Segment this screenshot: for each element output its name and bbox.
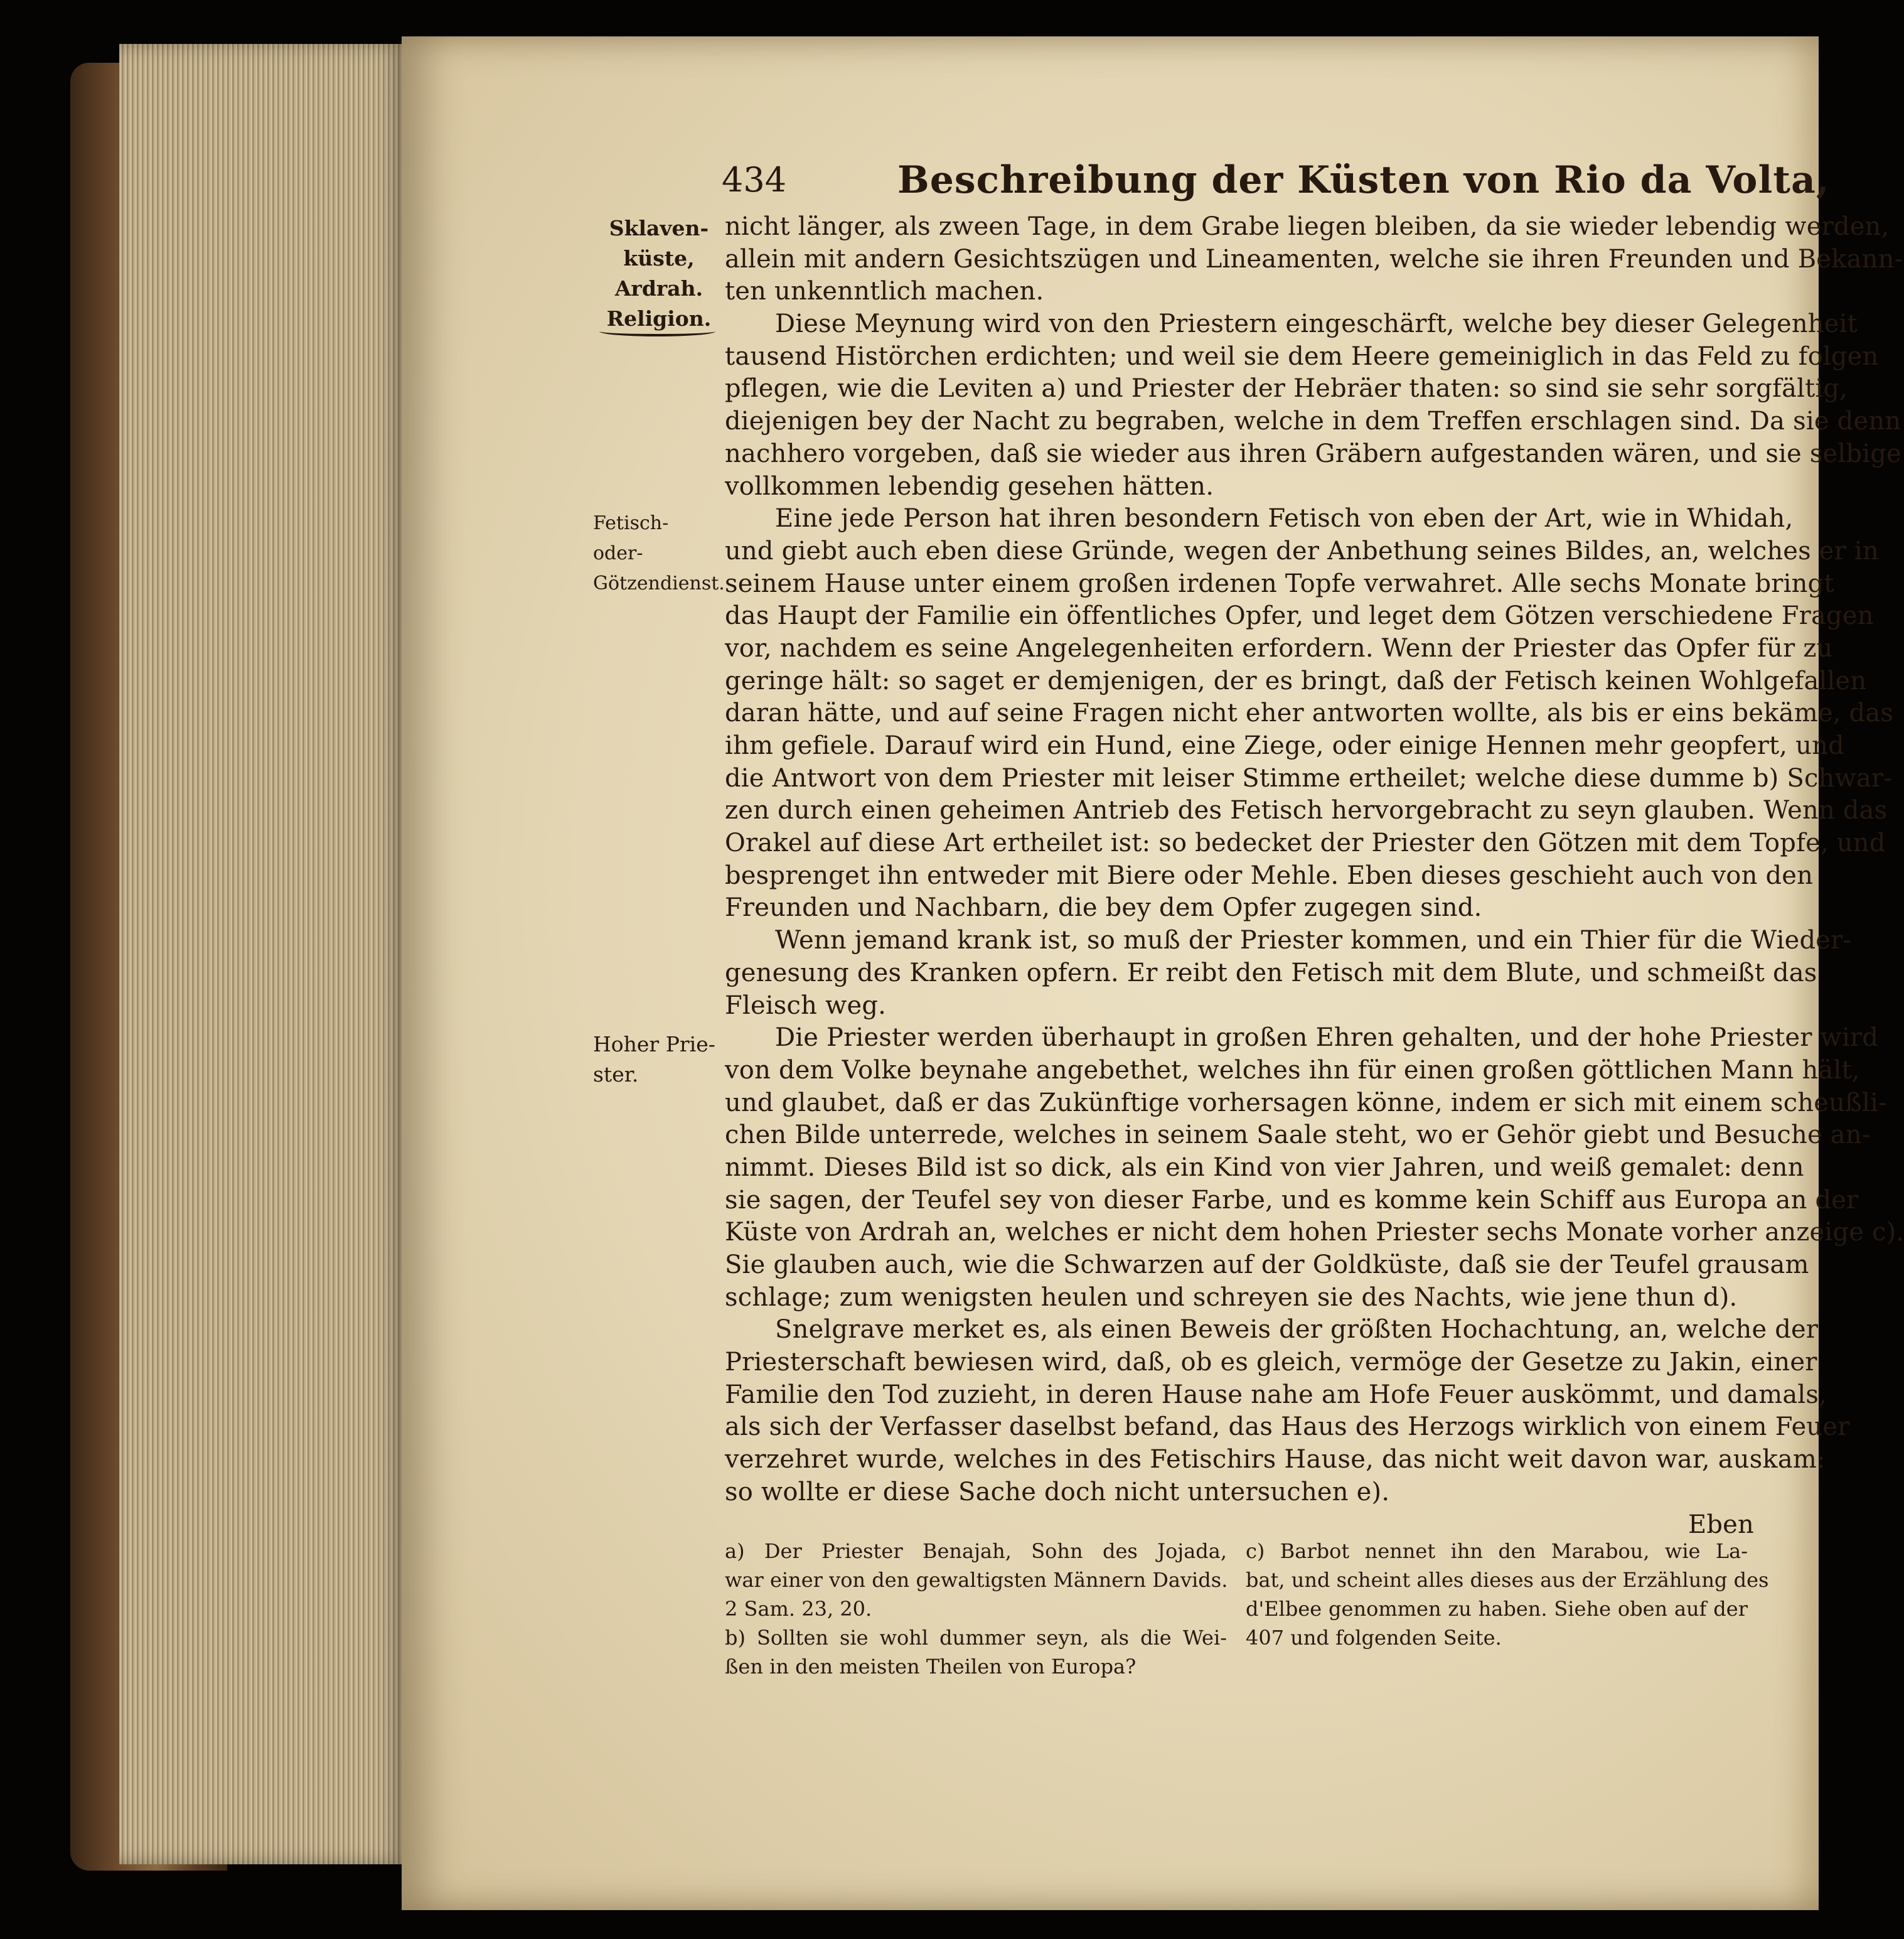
footnote-line: c) Barbot nennet ihn den Marabou, wie La- bbox=[1246, 1539, 1748, 1563]
body-line: vollkommen lebendig gesehen hätten. bbox=[725, 471, 1214, 501]
body-line: pflegen, wie die Leviten a) und Priester der Hebräer thaten: so sind sie sehr sorgfältig, bbox=[725, 374, 1848, 404]
footnote-line: d'Elbee genommen zu haben. Siehe oben auf der bbox=[1246, 1597, 1748, 1621]
body-line: das Haupt der Familie ein öffentliches Opfer, und leget dem Götzen verschiedene Fragen bbox=[725, 601, 1874, 631]
margin-note-bracket bbox=[599, 326, 715, 336]
margin-note-fetish bbox=[593, 508, 725, 599]
footnote-line: 2 Sam. 23, 20. bbox=[725, 1597, 872, 1621]
body-line: Snelgrave merket es, als einen Beweis der größten Hochachtung, an, welche der bbox=[775, 1315, 1819, 1345]
body-line: daran hätte, und auf seine Fragen nicht eher antworten wollte, als bis er eins bekäme, das bbox=[725, 699, 1894, 728]
margin-note-line: Fetisch- oder- bbox=[593, 512, 669, 564]
body-line: besprenget ihn entweder mit Biere oder Mehle. Eben dieses geschieht auch von den bbox=[725, 861, 1814, 890]
body-line: Küste von Ardrah an, welches er nicht dem hohen Priester sechs Monate vorher anzeige c). bbox=[725, 1218, 1904, 1247]
body-line: seinem Hause unter einem großen irdenen Topfe verwahret. Alle sechs Monate bringt bbox=[725, 569, 1834, 598]
body-line: zen durch einen geheimen Antrieb des Fetisch hervorgebracht zu seyn glauben. Wenn das bbox=[725, 796, 1888, 825]
body-line: Eine jede Person hat ihren besondern Fetisch von eben der Art, wie in Whidah, bbox=[775, 504, 1794, 534]
body-line: und glaubet, daß er das Zukünftige vorhersagen könne, indem er sich mit einem scheußli- bbox=[725, 1088, 1887, 1117]
catchword: Eben bbox=[1687, 1510, 1754, 1539]
body-line: geringe hält: so saget er demjenigen, der es bringt, daß der Fetisch keinen Wohlgefallen bbox=[725, 666, 1867, 696]
body-line: tausend Histörchen erdichten; und weil sie dem Heere gemeiniglich in das Feld zu folgen bbox=[725, 341, 1879, 371]
margin-note-region bbox=[596, 213, 722, 334]
body-text bbox=[725, 211, 1904, 1541]
body-line: Freunden und Nachbarn, die bey dem Opfer zugegen sind. bbox=[725, 893, 1482, 923]
margin-note-line: Religion. bbox=[606, 306, 712, 331]
body-line: nimmt. Dieses Bild ist so dick, als ein Kind von vier Jahren, und weiß gemalet: denn bbox=[725, 1152, 1804, 1182]
body-line: und giebt auch eben diese Gründe, wegen der Anbethung seines Bildes, an, welches er in bbox=[725, 536, 1879, 566]
body-line: nicht länger, als zween Tage, in dem Grabe liegen bleiben, da sie wieder lebendig werden, bbox=[725, 212, 1890, 241]
page-number: 434 bbox=[722, 160, 787, 200]
running-title: Beschreibung der Küsten von Rio da Volta, bbox=[897, 158, 1830, 202]
body-line: von dem Volke beynahe angebethet, welches ihn für einen großen göttlichen Mann hält, bbox=[725, 1055, 1860, 1085]
body-line: Orakel auf diese Art ertheilet ist: so bedecket der Priester den Götzen mit dem Topfe, und bbox=[725, 829, 1886, 858]
body-line: schlage; zum wenigsten heulen und schreyen sie des Nachts, wie jene thun d). bbox=[725, 1282, 1738, 1312]
body-line: die Antwort von dem Priester mit leiser Stimme ertheilet; welche diese dumme b) Schwar- bbox=[725, 763, 1893, 793]
body-line: diejenigen bey der Nacht zu begraben, welche in dem Treffen erschlagen sind. Da sie denn bbox=[725, 407, 1901, 436]
body-line: Priesterschaft bewiesen wird, daß, ob es gleich, vermöge der Gesetze zu Jakin, einer bbox=[725, 1348, 1817, 1377]
footnote-line: bat, und scheint alles dieses aus der Erzählung des bbox=[1246, 1568, 1769, 1592]
body-line: verzehret wurde, welches in des Fetischirs Hause, das nicht weit davon war, auskam: bbox=[725, 1445, 1826, 1474]
body-line: Diese Meynung wird von den Priestern eingeschärft, welche bey dieser Gelegenheit bbox=[775, 309, 1858, 339]
margin-note-line: Hoher Prie- bbox=[593, 1032, 715, 1056]
body-line: ihm gefiele. Darauf wird ein Hund, eine Ziege, oder einige Hennen mehr geopfert, und bbox=[725, 731, 1844, 760]
body-line: Sie glauben auch, wie die Schwarzen auf der Goldküste, daß sie der Teufel grausam bbox=[725, 1250, 1809, 1279]
body-line: nachhero vorgeben, daß sie wieder aus ihren Gräbern aufgestanden wären, und sie selbige bbox=[725, 439, 1901, 468]
body-line: sie sagen, der Teufel sey von dieser Farbe, und es komme kein Schiff aus Europa an der bbox=[725, 1185, 1859, 1215]
footnote-line: b) Sollten sie wohl dummer seyn, als die Wei- bbox=[725, 1626, 1227, 1650]
body-line: Wenn jemand krank ist, so muß der Priester kommen, und ein Thier für die Wieder- bbox=[775, 926, 1852, 955]
margin-note-line: Götzendienst. bbox=[593, 572, 725, 594]
page-stack-edge bbox=[119, 44, 408, 1864]
footnotes-right-column bbox=[1246, 1537, 1769, 1652]
footnotes-left-column bbox=[725, 1537, 1227, 1681]
footnote-line: war einer von den gewaltigsten Männern Davids. bbox=[725, 1568, 1228, 1592]
margin-note-line: ster. bbox=[593, 1062, 639, 1087]
body-line: Fleisch weg. bbox=[725, 991, 887, 1020]
footnote-line: ßen in den meisten Theilen von Europa? bbox=[725, 1655, 1137, 1678]
margin-note-line: Sklaven- bbox=[609, 216, 709, 240]
body-line: genesung des Kranken opfern. Er reibt den Fetisch mit dem Blute, und schmeißt das bbox=[725, 958, 1817, 987]
margin-note-line: küste, bbox=[623, 246, 695, 271]
body-line: so wollte er diese Sache doch nicht untersuchen e). bbox=[725, 1477, 1390, 1507]
margin-note-line: Ardrah. bbox=[614, 276, 703, 301]
margin-note-high-priest bbox=[593, 1029, 719, 1090]
body-line: als sich der Verfasser daselbst befand, das Haus des Herzogs wirklich von einem Feuer bbox=[725, 1412, 1850, 1442]
body-line: allein mit andern Gesichtszügen und Lineamenten, welche sie ihren Freunden und Bekann- bbox=[725, 244, 1903, 274]
body-line: vor, nachdem es seine Angelegenheiten erfordern. Wenn der Priester das Opfer für zu bbox=[725, 633, 1833, 663]
footnote-line: a) Der Priester Benajah, Sohn des Jojada, bbox=[725, 1539, 1227, 1563]
footnote-line: 407 und folgenden Seite. bbox=[1246, 1626, 1502, 1650]
body-line: chen Bilde unterrede, welches in seinem Saale steht, wo er Gehör giebt und Besuche an- bbox=[725, 1120, 1871, 1150]
body-line: Familie den Tod zuzieht, in deren Hause nahe am Hofe Feuer auskömmt, und damals, bbox=[725, 1380, 1827, 1409]
body-line: ten unkenntlich machen. bbox=[725, 277, 1044, 306]
body-line: Die Priester werden überhaupt in großen Ehren gehalten, und der hohe Priester wird bbox=[775, 1023, 1879, 1053]
